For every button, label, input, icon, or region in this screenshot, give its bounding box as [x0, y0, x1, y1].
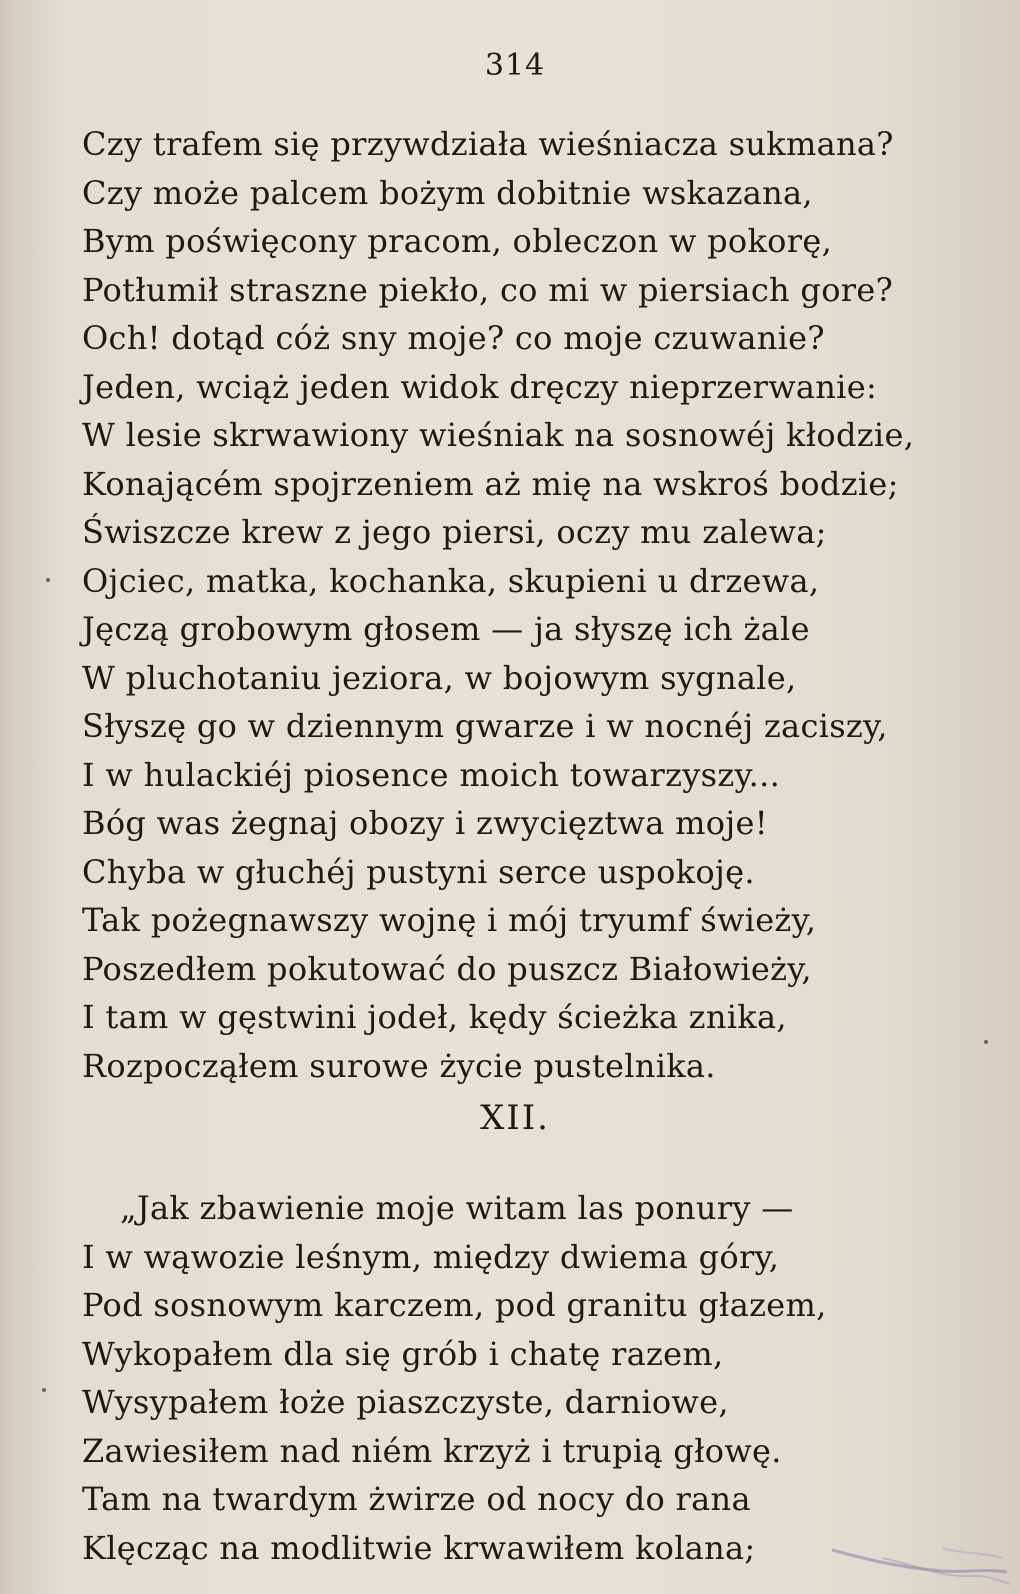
verse-line: Poszedłem pokutować do puszcz Białowieży,: [82, 949, 812, 988]
verse-line: Rozpocząłem surowe życie pustelnika.: [82, 1046, 716, 1085]
stanza-2: [82, 1186, 827, 1574]
dust-speck: [42, 1388, 46, 1392]
verse-line: W lesie skrwawiony wieśniak na sosnowéj kłodzie,: [82, 416, 915, 454]
verse-line: Bym poświęcony pracom, obleczon w pokorę,: [82, 222, 833, 260]
verse-line: I tam w gęstwini jodeł, kędy ścieżka znika,: [82, 998, 787, 1036]
verse-line: Potłumił straszne piekło, co mi w piersiach gore?: [82, 270, 894, 309]
dust-speck: [984, 1040, 988, 1044]
verse-line: Tam na twardym żwirze od nocy do rana: [82, 1480, 751, 1518]
verse-line: Och! dotąd cóż sny moje? co moje czuwanie?: [82, 319, 825, 357]
ink-stain: [822, 1528, 1012, 1588]
verse-line: Ojciec, matka, kochanka, skupieni u drzewa,: [82, 561, 820, 600]
section-heading: XII.: [480, 1098, 550, 1138]
verse-line: Jeden, wciąż jeden widok dręczy nieprzerwanie:: [82, 367, 878, 406]
stanza-1: [82, 122, 914, 1092]
verse-line: I w wąwozie leśnym, między dwiema góry,: [82, 1237, 780, 1276]
verse-line: Słyszę go w dziennym gwarze i w nocnéj zaciszy,: [82, 707, 888, 745]
page-number: 314: [484, 48, 546, 83]
verse-line: Jęczą grobowym głosem — ja słyszę ich żale: [82, 610, 810, 648]
verse-line: I w hulackiéj piosence moich towarzyszy...: [82, 755, 781, 794]
verse-line: Zawiesiłem nad niém krzyż i trupią głowę.: [82, 1431, 782, 1470]
verse-line: Wykopałem dla się grób i chatę razem,: [82, 1334, 724, 1373]
verse-line: Czy może palcem bożym dobitnie wskazana,: [82, 173, 813, 212]
dust-speck: [46, 578, 50, 582]
verse-line: Konającém spojrzeniem aż mię na wskroś bodzie;: [82, 464, 899, 503]
verse-line: Klęcząc na modlitwie krwawiłem kolana;: [82, 1528, 756, 1567]
verse-line: Świszcze krew z jego piersi, oczy mu zalewa;: [82, 513, 827, 551]
verse-line: W pluchotaniu jeziora, w bojowym sygnale,: [82, 658, 797, 697]
verse-line: Bóg was żegnaj obozy i zwycięztwa moje!: [82, 804, 768, 842]
verse-line: Wysypałem łoże piaszczyste, darniowe,: [82, 1383, 729, 1421]
verse-line: „Jak zbawienie moje witam las ponury —: [120, 1189, 794, 1227]
verse-line: Tak pożegnawszy wojnę i mój tryumf świeży,: [82, 901, 817, 939]
verse-line: Pod sosnowym karczem, pod granitu głazem,: [82, 1286, 827, 1324]
verse-line: Czy trafem się przywdziała wieśniacza sukmana?: [82, 125, 894, 163]
verse-line: Chyba w głuchéj pustyni serce uspokoję.: [82, 852, 755, 891]
